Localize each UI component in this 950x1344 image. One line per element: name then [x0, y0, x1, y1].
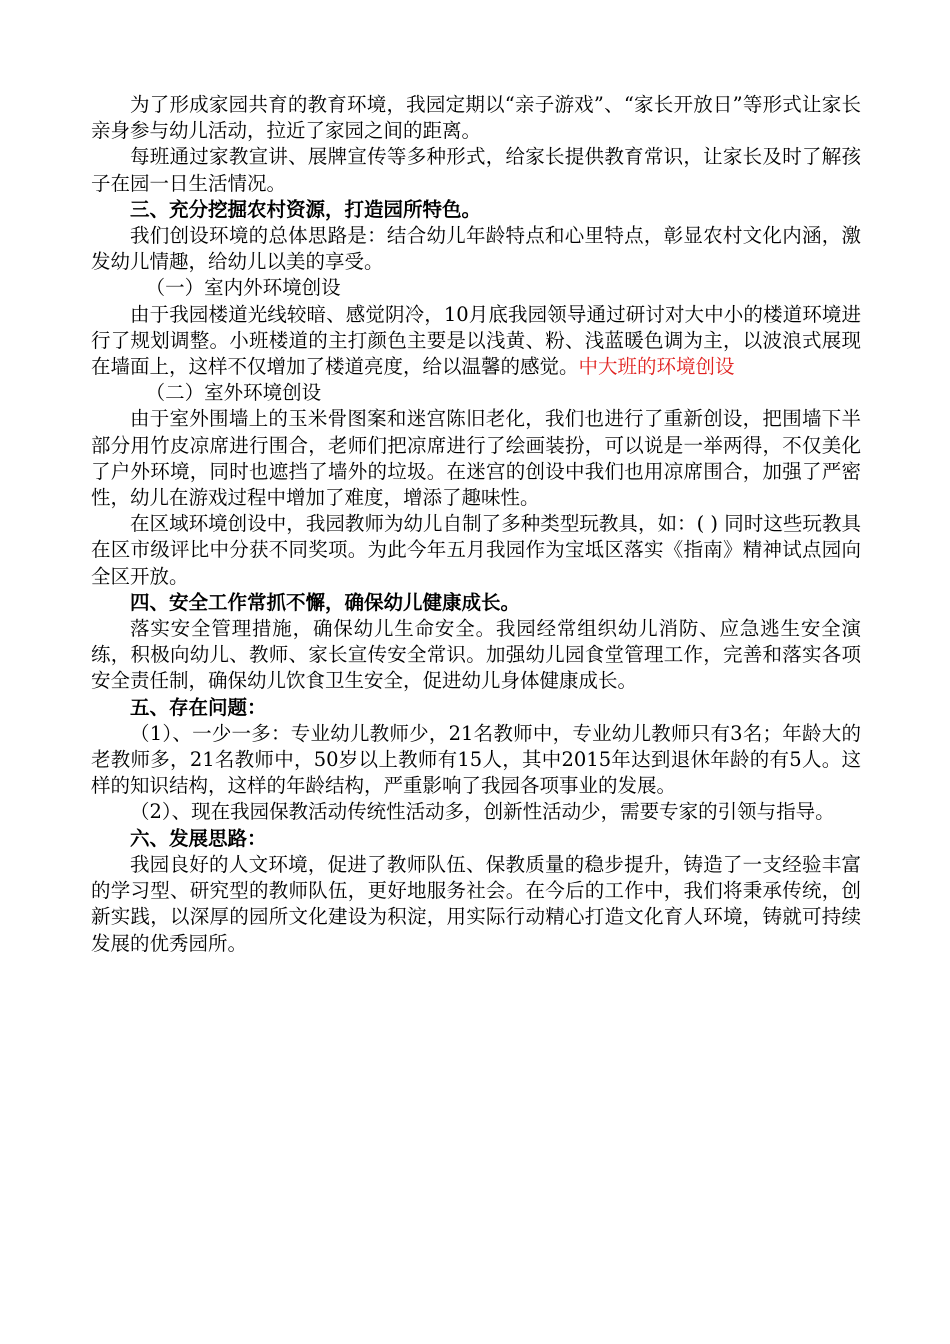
corridor-text: 由于我园楼道光线较暗、感觉阴冷，10月底我园领导通过研讨对大中小的楼道环境进行了规划调整。小班楼道的主打颜色主要是以浅黄、粉、浅蓝暖色调为主，以波浪式展现在墙面上，这样不仅增加了楼道亮度，给以温馨的感觉。: [91, 302, 861, 379]
paragraph-development: 我园良好的人文环境，促进了教师队伍、保教质量的稳步提升，铸造了一支经验丰富的学习型、研究型的教师队伍，更好地服务社会。在今后的工作中，我们将秉承传统，创新实践，以深厚的园所文化建设为积淀，用实际行动精心打造文化育人环境，铸就可持续发展的优秀园所。: [91, 852, 861, 955]
paragraph-outdoor-wall: 由于室外围墙上的玉米骨图案和迷宫陈旧老化，我们也进行了重新创设，把围墙下半部分用竹皮凉席进行围合，老师们把凉席进行了绘画装扮，可以说是一举两得，不仅美化了户外环境，同时也遮挡了墙外的垃圾。在迷宫的创设中我们也用凉席围合，加强了严密性，幼儿在游戏过程中增加了难度，增添了趣味性。: [91, 407, 861, 510]
paragraph-environment-idea: 我们创设环境的总体思路是：结合幼儿年龄特点和心里特点，彰显农村文化内涵，激发幼儿情趣，给幼儿以美的享受。: [91, 224, 861, 274]
paragraph-area-environment: 在区域环境创设中，我园教师为幼儿自制了多种类型玩教具，如：( ) 同时这些玩教具在区市级评比中分获不同奖项。为此今年五月我园作为宝坻区落实《指南》精神试点园向全区开放。: [91, 512, 861, 588]
paragraph-problem-1: （1）、一少一多：专业幼儿教师少，21名教师中，专业幼儿教师只有3名；年龄大的老教师多，21名教师中，50岁以上教师有15人，其中2015年达到退休年龄的有5人。这样的知识结构，这样的年龄结构，严重影响了我园各项事业的发展。: [91, 721, 861, 798]
section-heading-4: 四、安全工作常抓不懈，确保幼儿健康成长。: [130, 590, 521, 614]
subheading-outdoor: （二）室外环境创设: [145, 381, 322, 405]
section-heading-6: 六、发展思路：: [130, 826, 267, 850]
subheading-indoor-outdoor: （一）室内外环境创设: [145, 276, 341, 300]
paragraph-corridor: [91, 302, 861, 381]
paragraph-home-cooperation: 为了形成家园共育的教育环境，我园定期以“亲子游戏”、“家长开放日”等形式让家长亲身参与幼儿活动，拉近了家园之间的距离。: [91, 93, 861, 143]
document-page: [91, 92, 861, 957]
paragraph-problem-2: （2）、现在我园保教活动传统性活动多，创新性活动少，需要专家的引领与指导。: [130, 800, 835, 824]
section-heading-3: 三、充分挖掘农村资源，打造园所特色。: [130, 197, 482, 221]
paragraph-parent-education: 每班通过家教宣讲、展牌宣传等多种形式，给家长提供教育常识，让家长及时了解孩子在园一日生活情况。: [91, 145, 861, 195]
section-heading-5: 五、存在问题：: [130, 695, 267, 719]
paragraph-safety: 落实安全管理措施，确保幼儿生命安全。我园经常组织幼儿消防、应急逃生安全演练，积极向幼儿、教师、家长宣传安全常识。加强幼儿园食堂管理工作，完善和落实各项安全责任制，确保幼儿饮食卫生安全，促进幼儿身体健康成长。: [91, 617, 861, 693]
highlighted-text: 中大班的环境创设: [578, 355, 735, 379]
